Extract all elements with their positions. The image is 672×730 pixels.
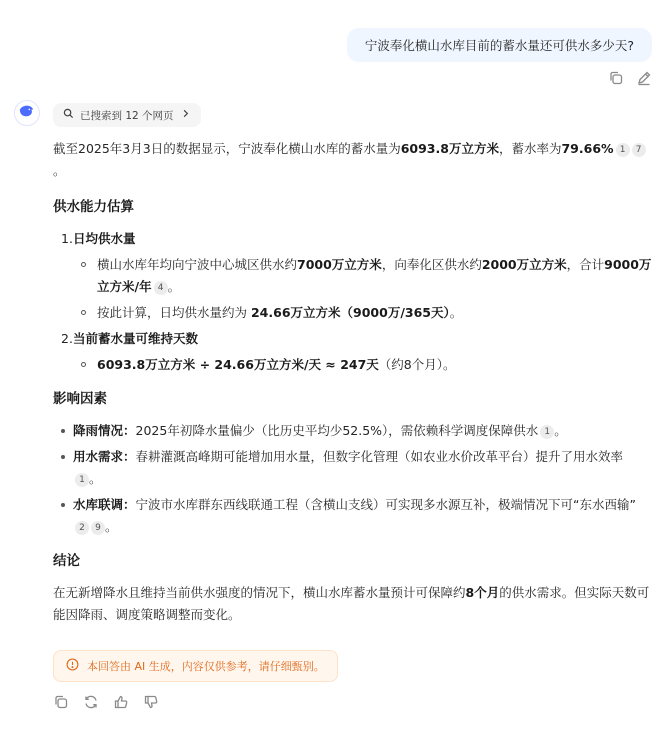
ai-disclaimer — [53, 650, 338, 682]
citation-badge[interactable]: 1 — [75, 473, 89, 487]
list-number: 1. — [61, 231, 73, 246]
list-item-title: 日均供水量 — [73, 231, 136, 246]
intro-text: 截至2025年3月3日的数据显示，宁波奉化横山水库的蓄水量为 — [53, 141, 401, 156]
list-text: （约8个月）。 — [378, 357, 456, 372]
citation-badge[interactable]: 9 — [91, 521, 105, 535]
bullet-circle — [81, 262, 86, 267]
intro-text: 。 — [53, 163, 66, 178]
search-icon — [63, 108, 74, 122]
list-number: 2. — [61, 331, 73, 346]
assistant-answer — [53, 138, 655, 626]
list-item — [53, 494, 655, 538]
list-label: 用水需求： — [73, 449, 136, 464]
user-message-text: 宁波奉化横山水库目前的蓄水量还可供水多少天? — [364, 38, 634, 53]
citation-badge[interactable]: 4 — [154, 281, 168, 295]
list-item — [53, 354, 655, 376]
list-text: 。 — [167, 279, 181, 294]
list-item — [53, 254, 655, 298]
conclusion-paragraph — [53, 582, 655, 626]
bullet-circle — [81, 362, 86, 367]
conclusion-value: 8个月 — [465, 585, 500, 600]
user-message-bubble — [347, 28, 652, 62]
refresh-icon[interactable] — [83, 694, 99, 710]
list-label: 降雨情况： — [73, 423, 136, 438]
storage-value: 6093.8万立方米 — [400, 141, 499, 156]
whale-logo-icon — [18, 102, 36, 124]
user-message-actions — [608, 70, 652, 86]
bullet-dot — [61, 455, 65, 459]
list-item — [53, 328, 655, 350]
copy-icon[interactable] — [608, 70, 624, 86]
list-value: 24.66万立方米（9000万/365天） — [250, 305, 450, 320]
storage-rate: 79.66% — [561, 141, 614, 156]
citation-badge[interactable]: 7 — [632, 143, 646, 157]
list-item — [53, 302, 655, 324]
bullet-dot — [61, 503, 65, 507]
list-value: 2000万立方米 — [481, 257, 567, 272]
bullet-dot — [61, 429, 65, 433]
list-text: 。 — [554, 423, 567, 438]
assistant-avatar — [14, 100, 40, 126]
citation-badge[interactable]: 2 — [75, 521, 89, 535]
list-text: 按此计算，日均供水量约为 — [97, 305, 251, 320]
list-text: ，向奉化区供水约 — [381, 257, 482, 272]
thumbs-up-icon[interactable] — [113, 694, 129, 710]
conclusion-text: 的供水需求。但实际天数可能因降雨、调度策略调整而变化。 — [53, 585, 650, 622]
list-text: 。 — [89, 471, 102, 486]
list-value: 7000万立方米 — [297, 257, 382, 272]
list-text: 春耕灌溉高峰期可能增加用水量，但数字化管理（如农业水价改革平台）提升了用水效率 — [135, 449, 624, 464]
edit-icon[interactable] — [636, 70, 652, 86]
intro-text: ，蓄水率为 — [498, 141, 562, 156]
list-item — [53, 228, 655, 250]
list-value: 9000万立方米/年 — [97, 257, 652, 294]
chevron-right-icon — [180, 108, 191, 122]
answer-actions — [53, 694, 159, 710]
list-text: 横山水库年均向宁波中心城区供水约 — [97, 257, 298, 272]
copy-icon[interactable] — [53, 694, 69, 710]
intro-paragraph — [53, 138, 655, 182]
conclusion-text: 在无新增降水且维持当前供水强度的情况下，横山水库蓄水量预计可保障约 — [53, 585, 466, 600]
bullet-circle — [81, 310, 86, 315]
list-item — [53, 420, 655, 442]
list-text: ，合计 — [566, 257, 605, 272]
list-text: 。 — [105, 519, 118, 534]
section-heading: 供水能力估算 — [53, 199, 134, 215]
list-item — [53, 446, 655, 490]
ai-disclaimer-text: 本回答由 AI 生成，内容仅供参考，请仔细甄别。 — [87, 660, 325, 673]
thumbs-down-icon[interactable] — [143, 694, 159, 710]
list-value: 6093.8万立方米 ÷ 24.66万立方米/天 ≈ 247天 — [97, 357, 379, 372]
list-item-title: 当前蓄水量可维持天数 — [73, 331, 199, 346]
search-results-label: 已搜索到 12 个网页 — [80, 109, 174, 122]
citation-badge[interactable]: 1 — [540, 425, 554, 439]
list-text: 2025年初降水量偏少（比历史平均少52.5%），需依赖科学调度保障供水 — [135, 423, 539, 438]
section-heading: 影响因素 — [53, 391, 107, 407]
info-icon — [66, 658, 79, 674]
list-text: 宁波市水库群东西线联通工程（含横山支线）可实现多水源互补，极端情况下可“东水西输” — [135, 497, 636, 512]
section-heading: 结论 — [53, 553, 80, 569]
list-text: 。 — [449, 305, 463, 320]
search-results-toggle[interactable] — [53, 103, 201, 127]
citation-badge[interactable]: 1 — [616, 143, 630, 157]
list-label: 水库联调： — [73, 497, 136, 512]
